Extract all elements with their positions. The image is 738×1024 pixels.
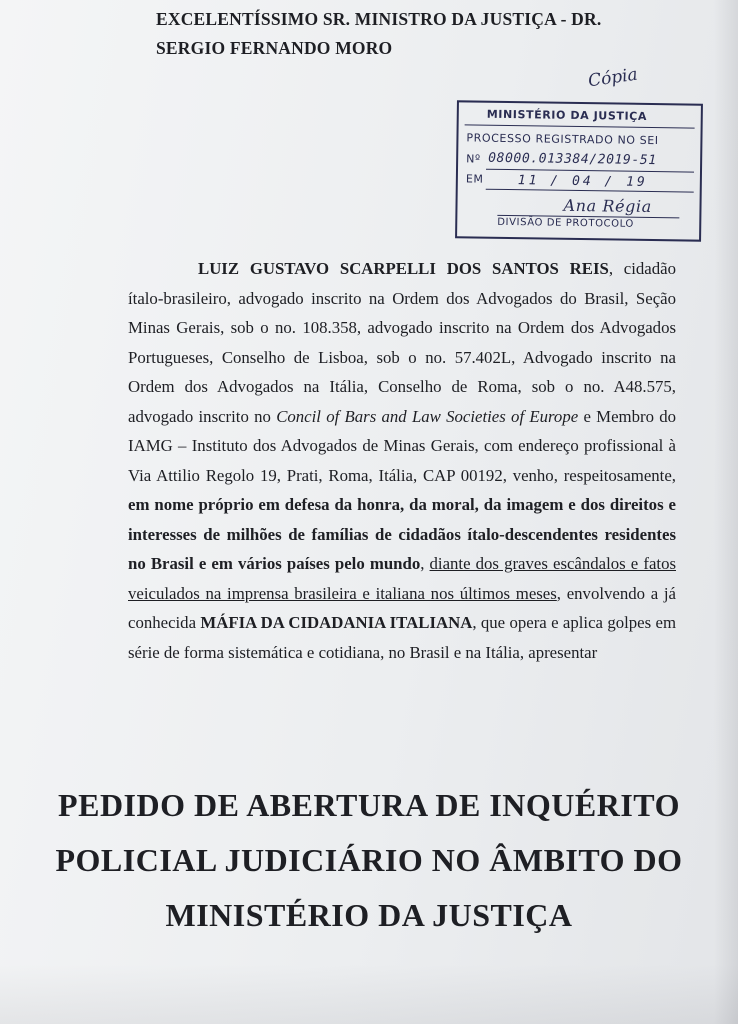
petition-text-3: , — [420, 554, 430, 573]
stamp-divider — [465, 124, 695, 128]
petition-text-4: , envolvendo a já conhecida — [128, 583, 676, 632]
title-line-1: PEDIDO DE ABERTURA DE INQUÉRITO — [58, 787, 680, 823]
council-name: Concil of Bars and Law Societies of Europe — [276, 406, 579, 426]
stamp-footer: DIVISÃO DE PROTOCOLO — [497, 216, 634, 230]
petition-underlined-text: diante dos graves escândalos e fatos veiculados na imprensa brasileira e italiana nos últimos meses — [128, 554, 676, 603]
petition-bold-mafia: MÁFIA DA CIDADANIA ITALIANA — [200, 613, 473, 632]
petition-paragraph — [128, 254, 676, 667]
title-line-3: MINISTÉRIO DA JUSTIÇA — [165, 897, 573, 933]
copia-handwritten-note: Cópia — [586, 64, 639, 92]
stamp-number-value: 08000.013384/2019-51 — [488, 150, 657, 169]
stamp-number-underline — [486, 169, 694, 173]
stamp-signature: Ana Régia — [563, 195, 652, 217]
protocol-stamp — [455, 100, 703, 241]
petition-text-5: , que opera e aplica golpes em série de forma sistemática e cotidiana, no Brasil e na Itália, apresentar — [128, 613, 676, 662]
addressee-block — [156, 5, 696, 63]
stamp-registered-line: PROCESSO REGISTRADO NO SEI — [466, 131, 659, 148]
addressee-line-2: SERGIO FERNANDO MORO — [156, 38, 393, 58]
petition-text-2: e Membro do IAMG – Instituto dos Advogados de Minas Gerais, com endereço profissional à Via Attilio Regolo 19, Prati, Roma, Itália, CAP 00192, venho, respeitosamente, — [128, 406, 677, 485]
title-line-2: POLICIAL JUDICIÁRIO NO ÂMBITO DO — [55, 842, 683, 878]
stamp-number-label: Nº — [466, 152, 481, 166]
petition-body — [128, 254, 676, 667]
stamp-date-label: EM — [465, 172, 484, 186]
petitioner-name: LUIZ GUSTAVO SCARPELLI DOS SANTOS REIS — [198, 259, 609, 278]
stamp-date-value: 11 / 04 / 19 — [517, 173, 648, 190]
stamp-header: MINISTÉRIO DA JUSTIÇA — [486, 107, 648, 123]
petition-bold-defense: em nome próprio em defesa da honra, da moral, da imagem e dos direitos e interesses de milhões de famílias de cidadãos ítalo-descendentes residentes no Brasil e em vários países pelo mundo — [128, 495, 676, 573]
addressee-line-1: EXCELENTÍSSIMO SR. MINISTRO DA JUSTIÇA - DR. — [156, 9, 602, 29]
stamp-date-underline — [486, 189, 694, 193]
page-bottom-shadow — [0, 964, 738, 1024]
petition-text-1: , cidadão ítalo-brasileiro, advogado inscrito na Ordem dos Advogados do Brasil, Seção Minas Gerais, sob o no. 108.358, advogado inscrito na Ordem dos Advogados Portugueses, Conselho de Lisboa, sob o no. 57.402L, Advogado inscrito na Ordem dos Advogados na Itália, Conselho de Roma, sob o no. A48.575, advogado inscrito no — [128, 259, 676, 426]
petition-title — [0, 778, 738, 943]
